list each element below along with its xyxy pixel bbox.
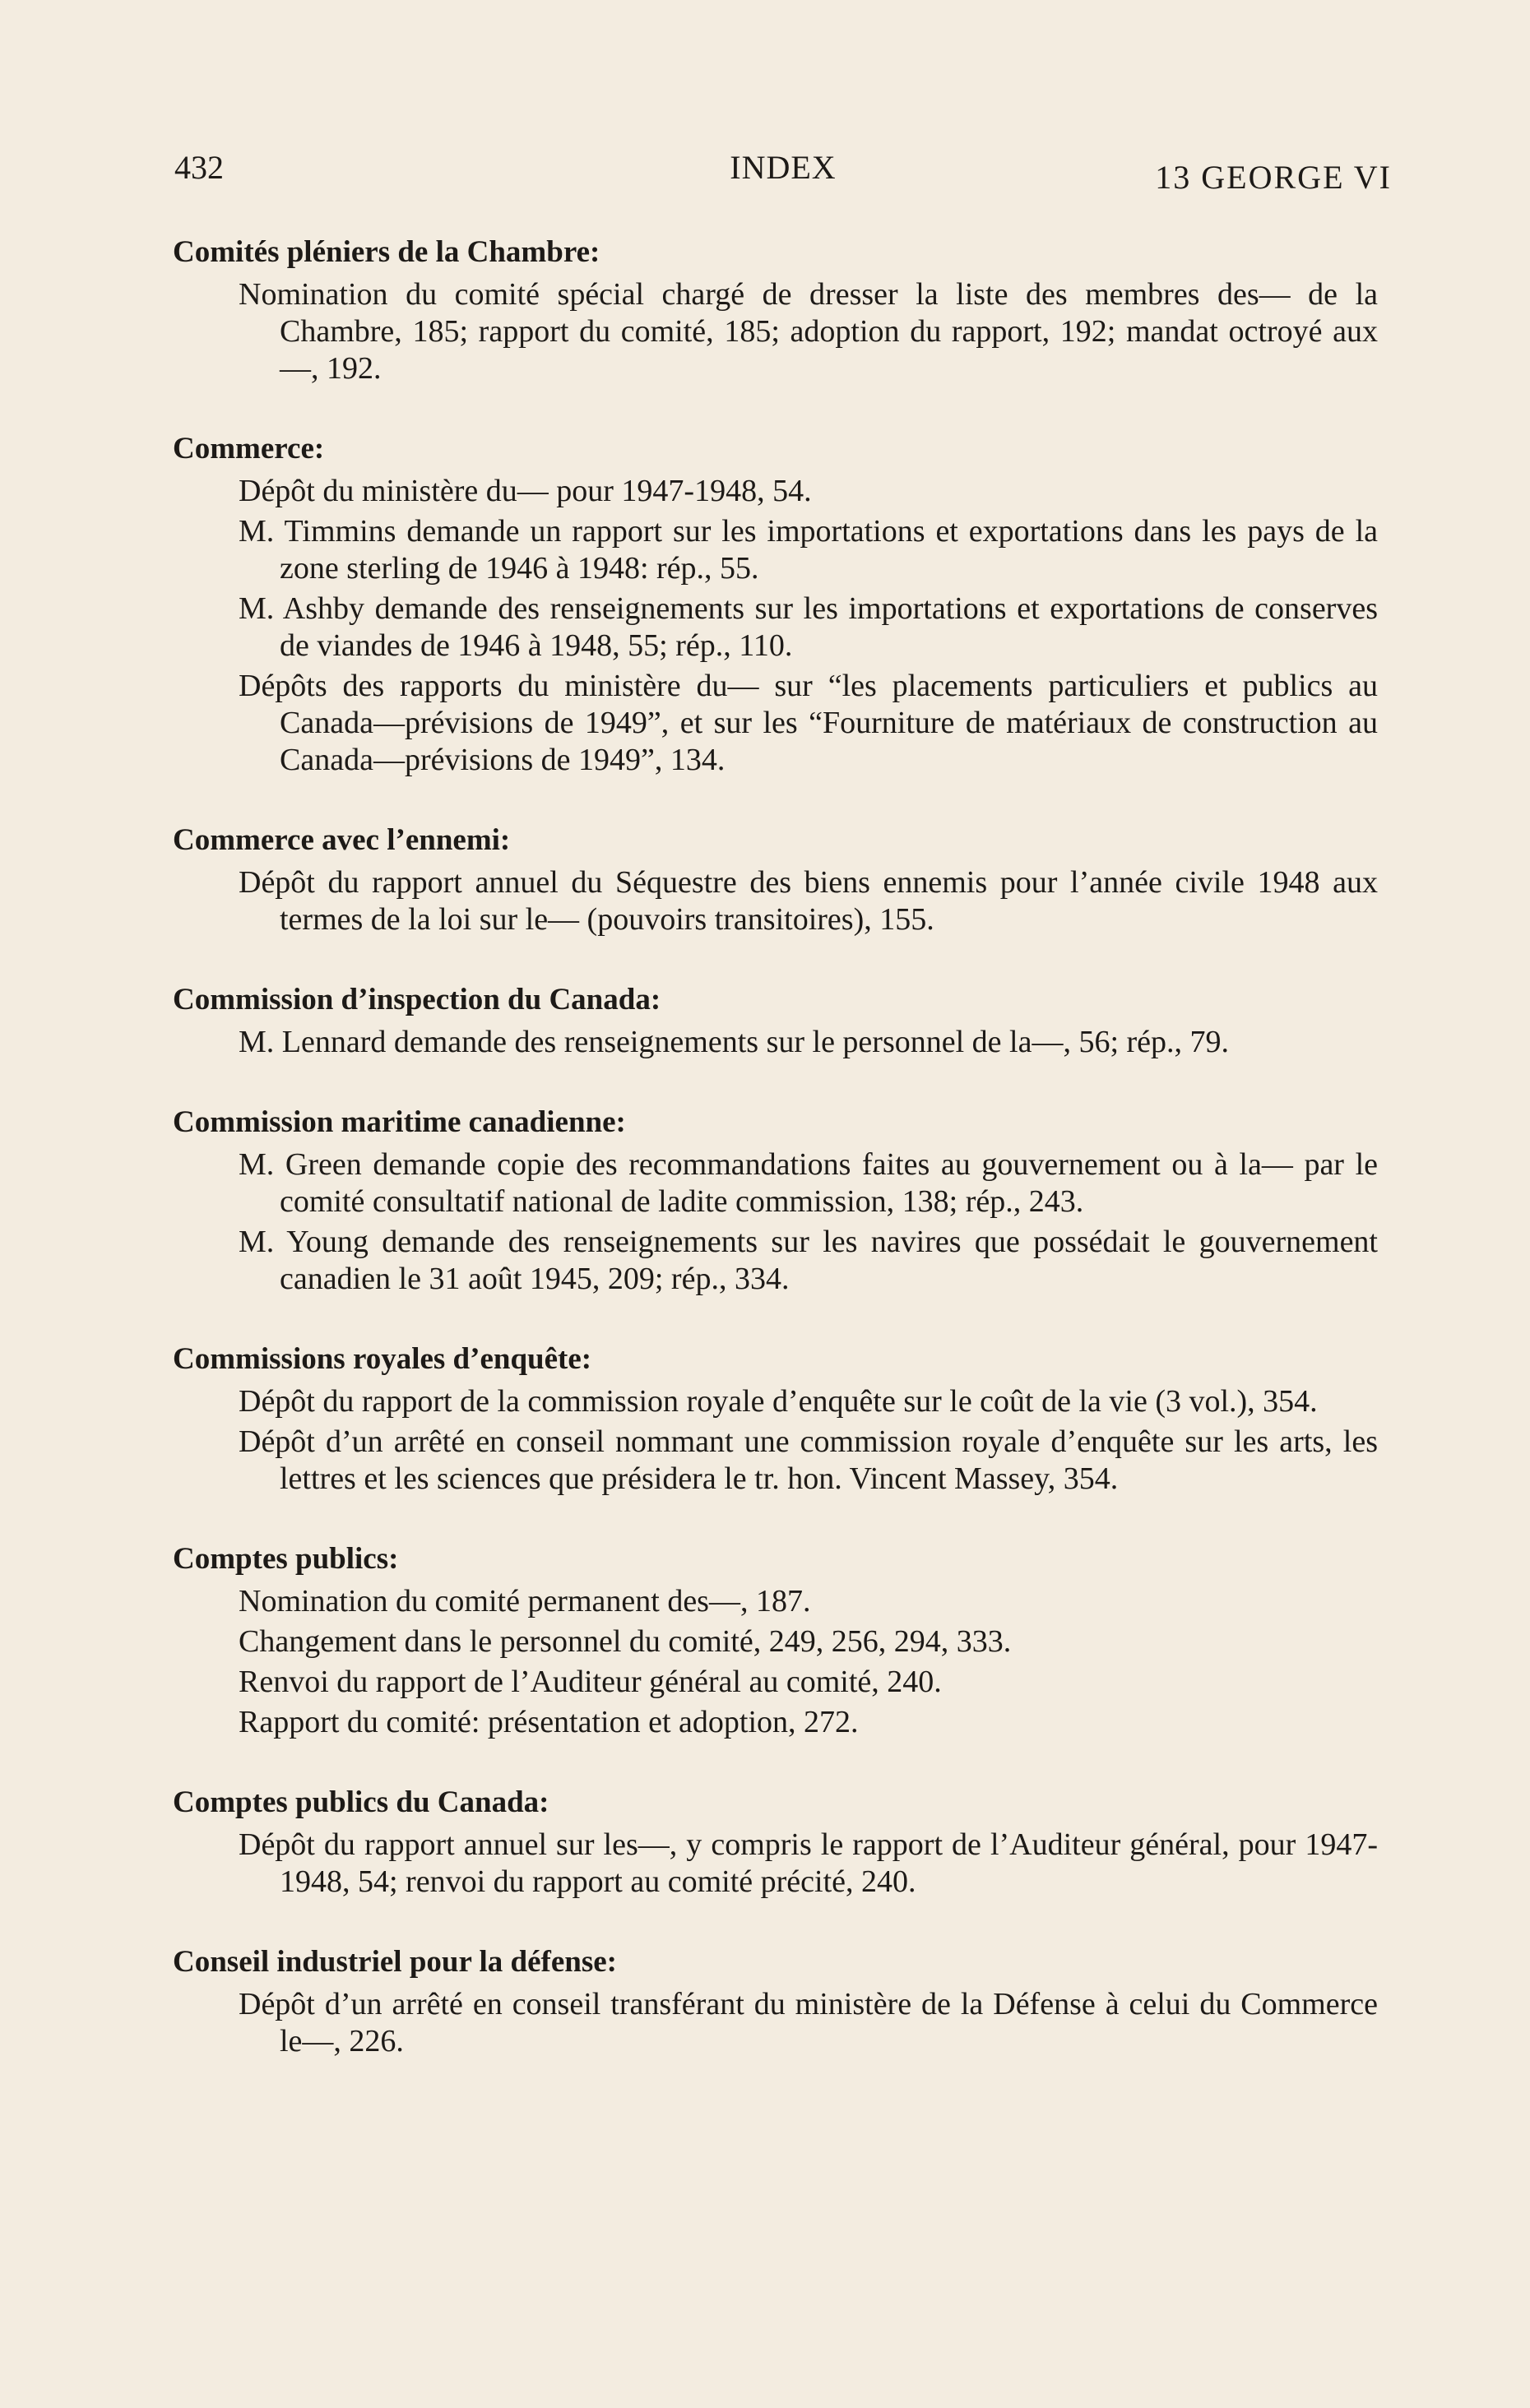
page-number: 432 — [174, 149, 224, 186]
index-entry: M. Green demande copie des recommandations faites au gouvernement ou à la— par le comité consultatif national de ladite commission, 138; rép., 243. — [239, 1147, 1378, 1219]
section-heading: Conseil industriel pour la défense: — [173, 1945, 617, 1979]
index-entry: M. Lennard demande des renseignements sur le personnel de la—, 56; rép., 79. — [239, 1025, 1230, 1059]
index-section — [165, 1539, 1378, 1741]
index-section — [165, 820, 1378, 938]
index-section — [165, 1942, 1378, 2060]
index-entry: Dépôt d’un arrêté en conseil transférant du ministère de la Défense à celui du Commerce le—, 226. — [239, 1987, 1378, 2058]
index-section — [165, 1339, 1378, 1498]
index-section — [165, 232, 1378, 387]
index-entry: Dépôt du ministère du— pour 1947-1948, 54. — [239, 474, 812, 508]
section-heading: Commissions royales d’enquête: — [173, 1342, 592, 1376]
index-entry: M. Ashby demande des renseignements sur les importations et exportations de conserves de viandes de 1946 à 1948, 55; rép., 110. — [239, 591, 1378, 663]
index-section — [165, 428, 1378, 779]
index-entry: Dépôt du rapport annuel du Séquestre des biens ennemis pour l’année civile 1948 aux termes de la loi sur le— (pouvoirs transitoires), 155. — [239, 865, 1378, 937]
section-heading: Commission maritime canadienne: — [173, 1105, 626, 1139]
index-entry: Dépôt du rapport annuel sur les—, y compris le rapport de l’Auditeur général, pour 1947-1948, 54; renvoi du rapport au comité précité, 240. — [239, 1827, 1378, 1899]
index-entry: M. Young demande des renseignements sur les navires que possédait le gouvernement canadien le 31 août 1945, 209; rép., 334. — [239, 1225, 1378, 1296]
section-heading: Comptes publics du Canada: — [173, 1785, 549, 1819]
index-entry: Nomination du comité spécial chargé de dresser la liste des membres des— de la Chambre, 185; rapport du comité, 185; adoption du rapport, 192; mandat octroyé aux—, 192. — [239, 277, 1378, 386]
index-section — [165, 1782, 1378, 1901]
index-entry: Dépôt d’un arrêté en conseil nommant une commission royale d’enquête sur les arts, les lettres et les sciences que présidera le tr. hon. Vincent Massey, 354. — [239, 1424, 1378, 1496]
index-entry: Changement dans le personnel du comité, 249, 256, 294, 333. — [239, 1624, 1012, 1659]
index-entry: Renvoi du rapport de l’Auditeur général au comité, 240. — [239, 1665, 942, 1699]
index-content — [165, 232, 1378, 2101]
section-heading: Commission d’inspection du Canada: — [173, 983, 661, 1016]
section-heading: Commerce avec l’ennemi: — [173, 823, 511, 857]
section-heading: Comptes publics: — [173, 1542, 399, 1576]
index-entry: Dépôts des rapports du ministère du— sur “les placements particuliers et publics au Canada—prévisions de 1949”, et sur les “Fourniture de matériaux de construction au Canada—prévisions de 1949”, 134. — [239, 669, 1378, 777]
section-heading: Comités pléniers de la Chambre: — [173, 235, 600, 269]
index-entry: Dépôt du rapport de la commission royale d’enquête sur le coût de la vie (3 vol.), 354. — [239, 1384, 1318, 1419]
header-reign: 13 GEORGE VI — [1155, 159, 1392, 196]
index-entry: Rapport du comité: présentation et adoption, 272. — [239, 1705, 859, 1739]
index-section — [165, 1102, 1378, 1298]
section-heading: Commerce: — [173, 432, 325, 465]
index-section — [165, 979, 1378, 1061]
index-entry: M. Timmins demande un rapport sur les importations et exportations dans les pays de la zone sterling de 1946 à 1948: rép., 55. — [239, 514, 1378, 586]
index-entry: Nomination du comité permanent des—, 187. — [239, 1584, 811, 1618]
header-title: INDEX — [730, 149, 837, 186]
running-head — [174, 148, 1392, 197]
